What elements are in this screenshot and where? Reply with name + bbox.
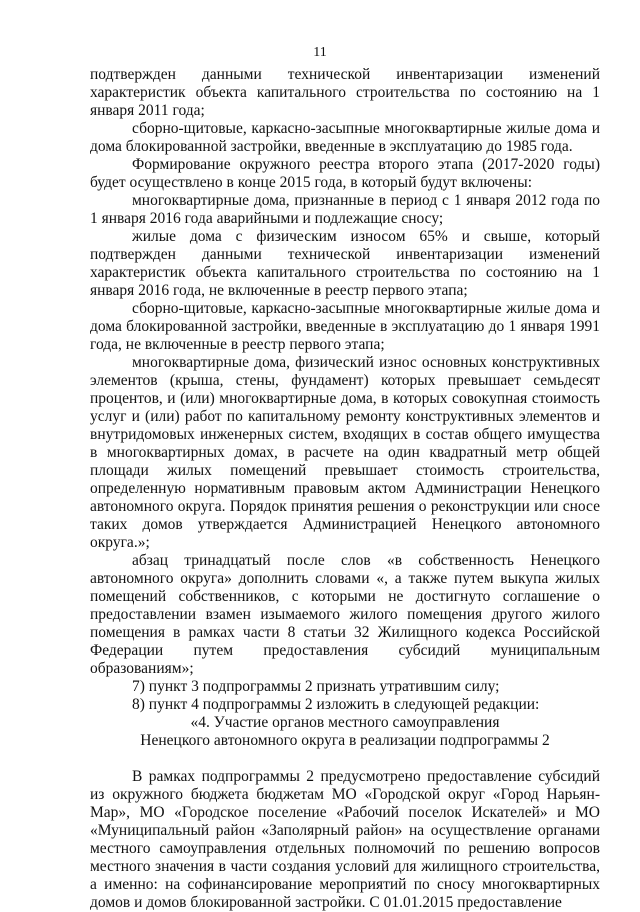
paragraph: сборно-щитовые, каркасно-засыпные многоквартирные жилые дома и дома блокированной застройки, введенные в эксплуатацию до 1 января 1991 года, не включенные в реестр первого этапа; <box>90 300 600 353</box>
paragraph: 7) пункт 3 подпрограммы 2 признать утратившим силу; <box>132 678 500 695</box>
paragraph: абзац тринадцатый после слов «в собственность Ненецкого автономного округа» дополнить словами «, а также путем выкупа жилых помещений собственников, с которыми не достигнуто соглашение о предоставлении взамен изымаемого жилого помещения другого жилого помещения в рамках части 8 статьи 32 Жилищного кодекса Российской Федерации путем предоставления субсидий муниципальным образованиям»; <box>90 552 600 677</box>
paragraph-continuation: подтвержден данными технической инвентаризации изменений характеристик объекта капитального строительства по состоянию на 1 января 2011 года; <box>90 66 600 119</box>
document-body <box>90 66 600 912</box>
spacer <box>90 750 600 768</box>
paragraph: сборно-щитовые, каркасно-засыпные многоквартирные жилые дома и дома блокированной застройки, введенные в эксплуатацию до 1985 года. <box>90 120 600 155</box>
paragraph: многоквартирные дома, признанные в период с 1 января 2012 года по 1 января 2016 года аварийными и подлежащие сносу; <box>90 192 600 227</box>
paragraph: Формирование окружного реестра второго этапа (2017-2020 годы) будет осуществлено в конце 2015 года, в который будут включены: <box>90 156 600 191</box>
section-heading-line-1: «4. Участие органов местного самоуправления <box>190 714 500 731</box>
section-heading-line-2: Ненецкого автономного округа в реализации подпрограммы 2 <box>140 732 550 749</box>
paragraph: 8) пункт 4 подпрограммы 2 изложить в следующей редакции: <box>132 696 540 713</box>
paragraph: многоквартирные дома, физический износ основных конструктивных элементов (крыша, стены, фундамент) которых превышает семьдесят процентов, и (или) многоквартирные дома, в которых совокупная стоимость услуг и (или) работ по капитальному ремонту конструктивных элементов и внутридомовых инженерных систем, входящих в состав общего имущества в многоквартирных домах, в расчете на один квадратный метр общей площади жилых помещений превышает стоимость строительства, определенную нормативным правовым актом Администрации Ненецкого автономного округа. Порядок принятия решения о реконструкции или сносе таких домов утверждается Администрацией Ненецкого автономного округа.»; <box>90 354 600 551</box>
paragraph: жилые дома с физическим износом 65% и свыше, который подтвержден данными технической инвентаризации изменений характеристик объекта капитального строительства по состоянию на 1 января 2016 года, не включенные в реестр первого этапа; <box>90 228 600 299</box>
page-number: 11 <box>313 45 327 60</box>
paragraph-final: В рамках подпрограммы 2 предусмотрено предоставление субсидий из окружного бюджета бюджетам МО «Городской округ «Город Нарьян-Мар», МО «Городское поселение «Рабочий поселок Искателей» и МО «Муниципальный район «Заполярный район» на осуществление органами местного самоуправления отдельных полномочий по решению вопросов местного значения в части создания условий для жилищного строительства, а именно: на софинансирование мероприятий по сносу многоквартирных домов и домов блокированной застройки. С 01.01.2015 предоставление <box>90 768 600 911</box>
